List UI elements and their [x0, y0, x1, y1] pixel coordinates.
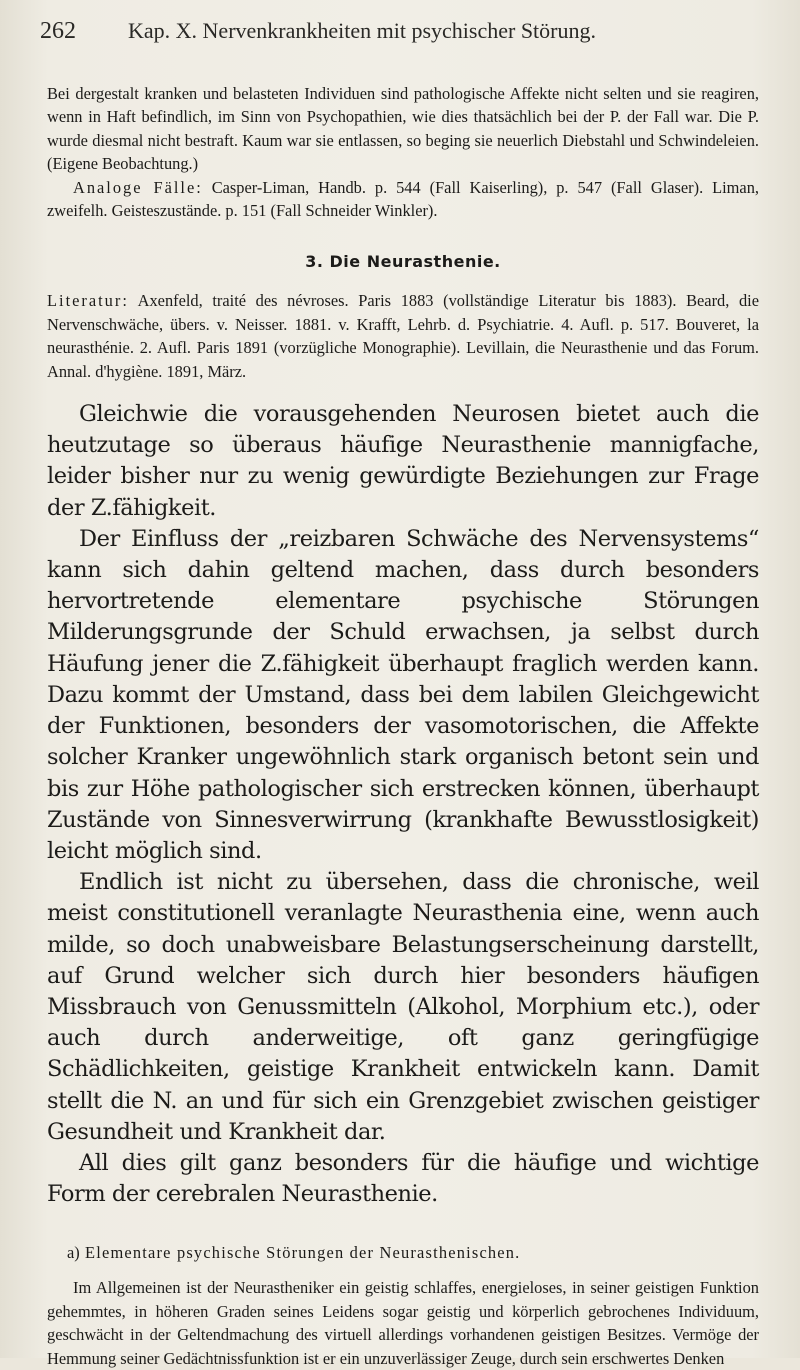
literature-label: Literatur:: [47, 291, 129, 311]
body-paragraph-4: All dies gilt ganz besonders für die häufige und wichtige Form der cerebralen Neurasthenie.: [47, 1149, 759, 1208]
page-header: [40, 18, 780, 58]
analog-cases-paragraph: [47, 176, 759, 223]
subsection-title: Elementare psychische Störungen der Neurasthenischen.: [79, 1243, 521, 1263]
running-title: Kap. X. Nervenkrankheiten mit psychischer Störung.: [128, 18, 596, 43]
analog-cases-label: Analoge Fälle:: [73, 177, 203, 197]
subsection-paragraph: Im Allgemeinen ist der Neurastheniker ein geistig schlaffes, energieloses, in seiner geistigen Funktion gehemmtes, in höheren Graden seines Leidens sogar geistig und körperlich gebrochenes Individuum, geschwächt in der Geltendmachung des virtuell allerdings vorhandenen geistigen Besitzes. Vermöge der Hemmung seiner Gedächtnissfunktion ist er ein unzuverlässiger Zeuge, durch sein erschwertes Denken: [47, 1278, 759, 1368]
case-paragraph: Bei dergestalt kranken und belasteten Individuen sind pathologische Affekte nicht selten und sie reagiren, wenn in Haft befindlich, im Sinn von Psychopathien, wie dies thatsächlich bei der P. der Fall war. Die P. wurde diesmal nicht bestraft. Kaum war sie entlassen, so beging sie neuerlich Diebstahl und Schwindeleien. (Eigene Beobachtung.): [47, 84, 759, 174]
literature-paragraph: [47, 289, 759, 383]
analog-cases-text: Casper-Liman, Handb. p. 544 (Fall Kaiserling), p. 547 (Fall Glaser). Liman, zweifelh. Geisteszustände. p. 151 (Fall Schneider Winkler).: [47, 177, 759, 221]
subsection-heading: [47, 1242, 759, 1264]
subsection-label: a): [67, 1243, 80, 1263]
body-paragraph-1: Gleichwie die vorausgehenden Neurosen bietet auch die heutzutage so überaus häufige Neurasthenie mannigfache, leider bisher nur zu wenig gewürdigte Beziehungen zur Frage der Z.fähigkeit.: [47, 401, 759, 521]
page-content: [47, 82, 759, 1370]
literature-text: Axenfeld, traité des névroses. Paris 1883 (vollständige Literatur bis 1883). Beard, die Nervenschwäche, übers. v. Neisser. 1881. v. Krafft, Lehrb. d. Psychiatrie. 4. Aufl. p. 517. Bouveret, la neurasthénie. 2. Aufl. Paris 1891 (vorzügliche Monographie). Levillain, die Neurasthenie und das Forum. Annal. d'hygiène. 1891, März.: [47, 291, 759, 381]
page-number: 262: [40, 18, 76, 44]
section-title: 3. Die Neurasthenie.: [305, 252, 501, 272]
body-paragraph-3: Endlich ist nicht zu übersehen, dass die chronische, weil meist constitutionell veranlagte Neurasthenia eine, wenn auch milde, so doch unabweisbare Belastungserscheinung darstellt, auf Grund welcher sich durch hier besonders häufigen Missbrauch von Genussmitteln (Alkohol, Morphium etc.), oder auch durch anderweitige, oft ganz geringfügige Schädlichkeiten, geistige Krankheit entwickeln kann. Damit stellt die N. an und für sich ein Grenzgebiet zwischen geistiger Gesundheit und Krankheit dar.: [47, 869, 759, 1145]
body-paragraph-2: Der Einfluss der „reizbaren Schwäche des Nervensystems“ kann sich dahin geltend machen, dass durch besonders hervortretende elementare psychische Störungen Milderungsgrunde der Schuld erwachsen, ja selbst durch Häufung jener die Z.fähigkeit überhaupt fraglich werden kann. Dazu kommt der Umstand, dass bei dem labilen Gleichgewicht der Funktionen, besonders der vasomotorischen, die Affekte solcher Kranker ungewöhnlich stark organisch betont sein und bis zur Höhe pathologischer sich erstrecken können, überhaupt Zustände von Sinnesverwirrung (krankhafte Bewusstlosigkeit) leicht möglich sind.: [47, 525, 759, 864]
